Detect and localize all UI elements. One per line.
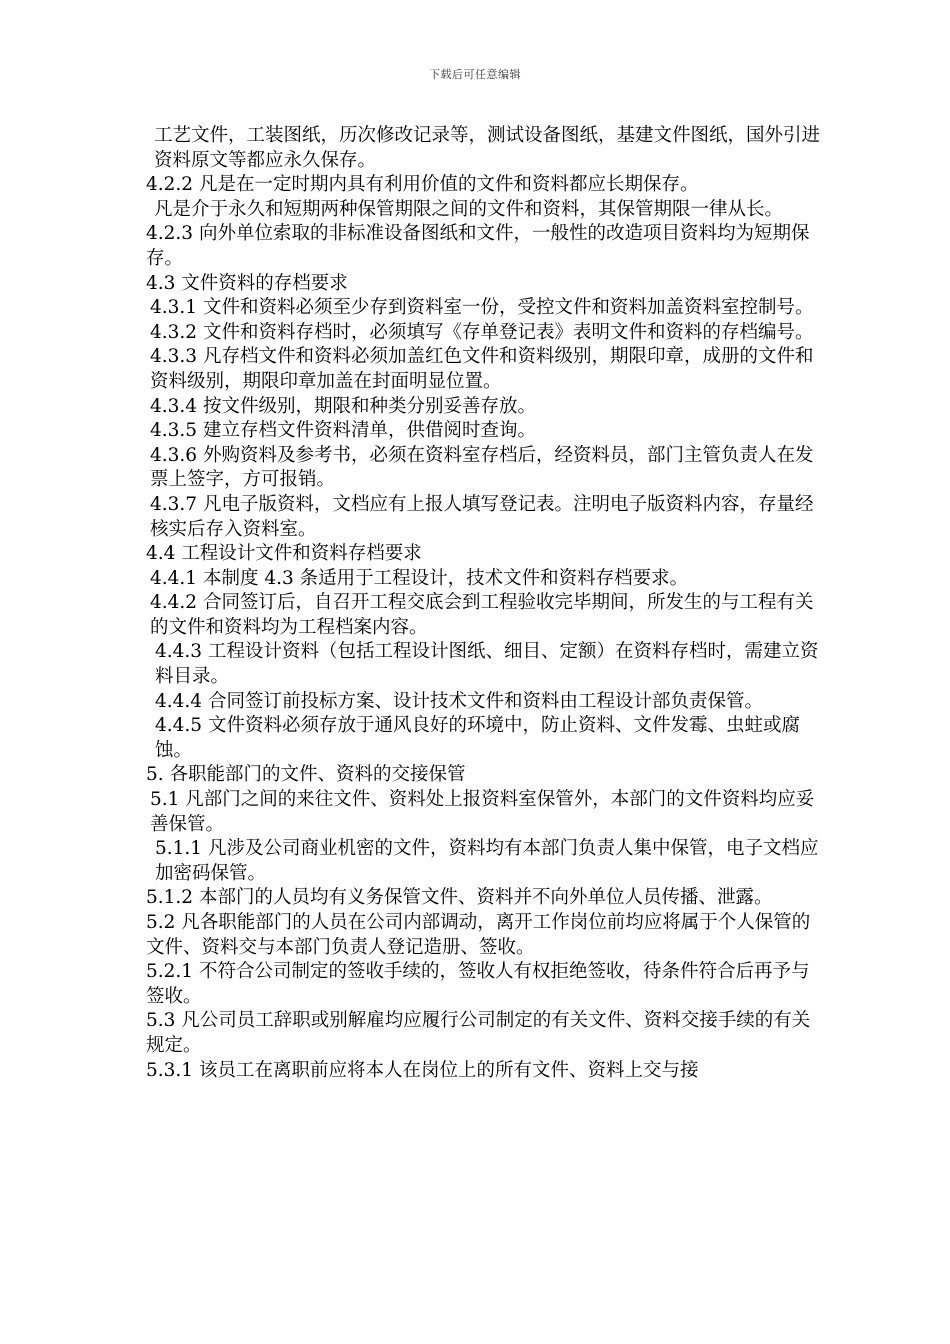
paragraph: 凡是介于永久和短期两种保管期限之间的文件和资料，其保管期限一律从长。 xyxy=(154,198,784,220)
paragraph: 5.3 凡公司员工辞职或别解雇均应履行公司制定的有关文件、资料交接手续的有关规定。 xyxy=(146,1010,811,1056)
paragraph: 4.4 工程设计文件和资料存档要求 xyxy=(146,543,422,565)
paragraph: 4.3.6 外购资料及参考书，必须在资料室存档后，经资料员，部门主管负责人在发票上签字，方可报销。 xyxy=(150,444,814,491)
paragraph: 4.4.5 文件资料必须存放于通风良好的环境中，防止资料、文件发霉、虫蛀或腐蚀。 xyxy=(155,715,800,761)
paragraph: 4.4.1 本制度 4.3 条适用于工程设计，技术文件和资料存档要求。 xyxy=(150,567,689,589)
paragraph: 4.3.7 凡电子版资料，文档应有上报人填写登记表。注明电子版资料内容，存量经核实后存入资料室。 xyxy=(150,493,814,540)
paragraph: 4.4.3 工程设计资料（包括工程设计图纸、细目、定额）在资料存档时，需建立资料目录。 xyxy=(155,641,819,688)
page-header: 下载后可任意编辑 xyxy=(429,68,521,81)
paragraph: 工艺文件，工装图纸，历次修改记录等，测试设备图纸，基建文件图纸，国外引进资料原文等都应永久保存。 xyxy=(154,125,821,171)
paragraph: 4.2.2 凡是在一定时期内具有利用价值的文件和资料都应长期保存。 xyxy=(146,174,699,196)
paragraph: 5.3.1 该员工在离职前应将本人在岗位上的所有文件、资料上交与接 xyxy=(146,1059,699,1081)
paragraph: 5.1.2 本部门的人员均有义务保管文件、资料并不向外单位人员传播、泄露。 xyxy=(146,887,773,909)
paragraph: 5.1 凡部门之间的来往文件、资料处上报资料室保管外，本部门的文件资料均应妥善保管。 xyxy=(150,789,815,835)
paragraph: 4.4.2 合同签订后，自召开工程交底会到工程验收完毕期间，所发生的与工程有关的文件和资料均为工程档案内容。 xyxy=(150,592,814,638)
paragraph: 4.3.5 建立存档文件资料清单，供借阅时查询。 xyxy=(150,420,536,442)
paragraph: 4.2.3 向外单位索取的非标准设备图纸和文件，一般性的改造项目资料均为短期保存。 xyxy=(146,223,810,269)
paragraph: 4.3.3 凡存档文件和资料必须加盖红色文件和资料级别，期限印章，成册的文件和资料级别，期限印章加盖在封面明显位置。 xyxy=(150,346,814,392)
document-body xyxy=(146,124,826,1083)
paragraph: 4.3 文件资料的存档要求 xyxy=(146,272,348,294)
paragraph: 5.2.1 不符合公司制定的签收手续的，签收人有权拒绝签收，待条件符合后再予与签收。 xyxy=(146,961,810,1007)
paragraph: 4.3.2 文件和资料存档时，必须填写《存单登记表》表明文件和资料的存档编号。 xyxy=(150,321,814,343)
paragraph: 4.3.4 按文件级别，期限和种类分别妥善存放。 xyxy=(150,395,536,417)
paragraph: 5.2 凡各职能部门的人员在公司内部调动，离开工作岗位前均应将属于个人保管的文件、资料交与本部门负责人登记造册、签收。 xyxy=(146,912,811,958)
paragraph: 4.4.4 合同签订前投标方案、设计技术文件和资料由工程设计部负责保管。 xyxy=(155,690,763,712)
paragraph: 5.1.1 凡涉及公司商业机密的文件，资料均有本部门负责人集中保管，电子文档应加密码保管。 xyxy=(155,838,819,884)
paragraph: 4.3.1 文件和资料必须至少存到资料室一份，受控文件和资料加盖资料室控制号。 xyxy=(150,297,814,319)
paragraph: 5. 各职能部门的文件、资料的交接保管 xyxy=(146,764,466,786)
